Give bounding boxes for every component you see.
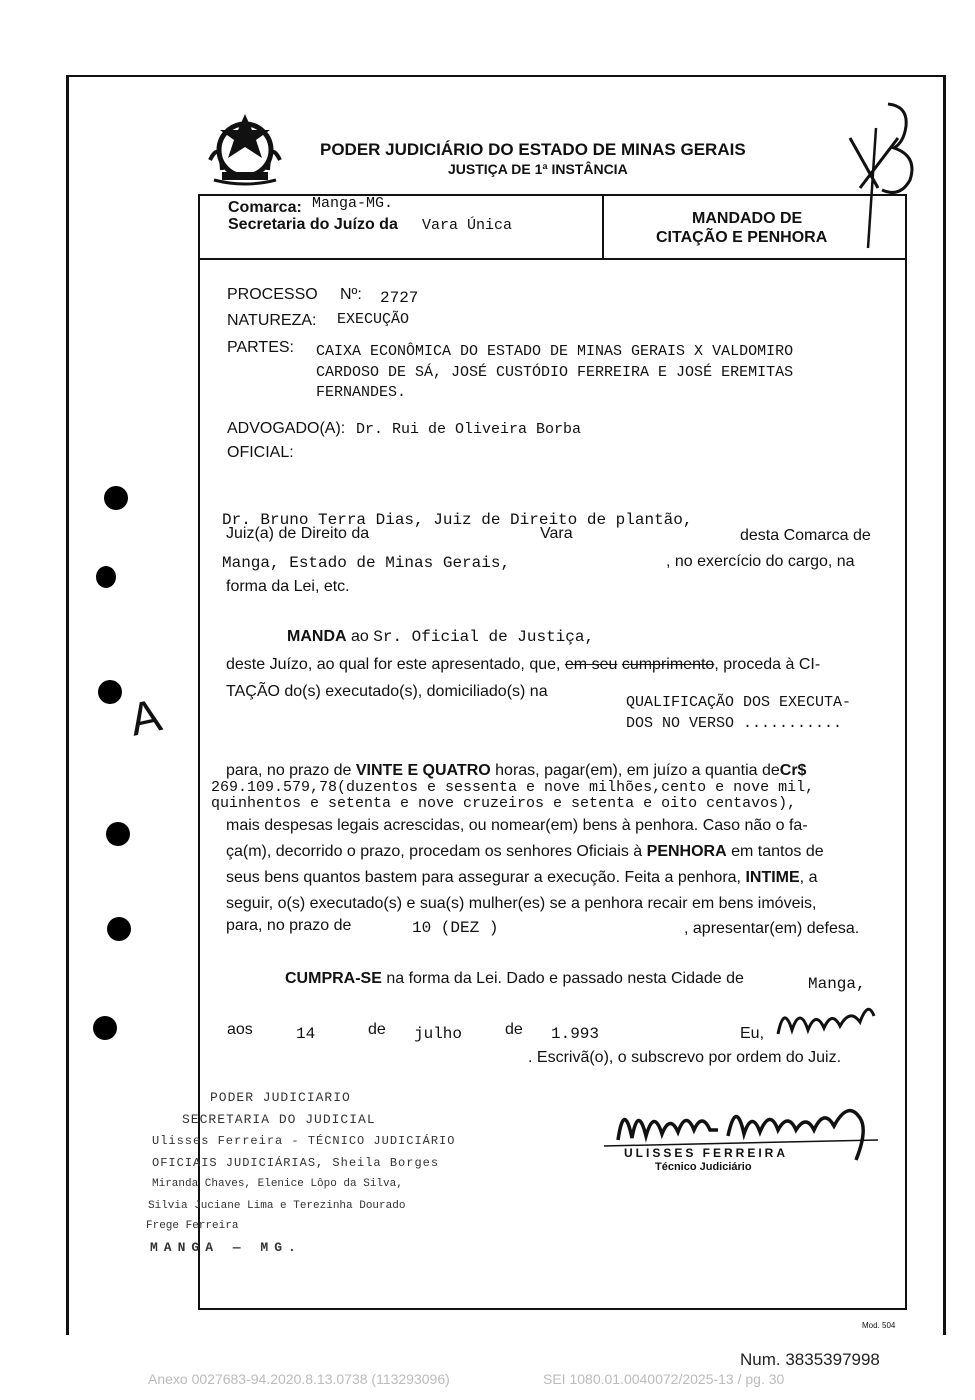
stamp-line6: Silvia Juciane Lima e Terezinha Dourado (148, 1200, 406, 1212)
body-line2 (226, 843, 824, 861)
amount-line1: 269.109.579,78(duzentos e sessenta e nove milhões,cento e nove mil, (211, 779, 815, 796)
body-line2-c: em tantos de (731, 843, 824, 860)
manda-word: MANDA (287, 628, 347, 645)
manda-line (287, 628, 594, 646)
punch-hole (104, 486, 128, 510)
header-box-bottom-rule (198, 258, 905, 260)
comarca-label: Comarca: (228, 199, 302, 216)
punch-hole (96, 566, 116, 588)
stamp-line5: Miranda Chaves, Elenice Lôpo da Silva, (152, 1178, 403, 1190)
cumpra-text: na forma da Lei. Dado e passado nesta Cidade de (386, 970, 744, 987)
body-line5-a: para, no prazo de (226, 917, 352, 934)
body-line3-a: seus bens quantos bastem para assegurar a execução. Feita a penhora, (226, 869, 741, 886)
body-line3-c: , a (799, 869, 818, 886)
intime-word: INTIME (745, 869, 800, 886)
body-line1: mais despesas legais acrescidas, ou nomear(em) bens à penhora. Caso não o fa- (226, 817, 808, 834)
comarca-value: Manga-MG. (312, 195, 394, 212)
footer-anexo: Anexo 0027683-94.2020.8.13.0738 (113293096) (148, 1371, 450, 1387)
page-number-text (838, 98, 839, 99)
manda-line2-strike1: em seu (564, 656, 618, 673)
stamp-line2: SECRETARIA DO JUDICIAL (182, 1112, 376, 1127)
cumpra-line (285, 970, 744, 988)
coat-of-arms-emblem (200, 110, 290, 190)
stamp-line8: MANGA — MG. (150, 1240, 302, 1255)
penhora-word: PENHORA (646, 843, 727, 860)
partes-line3: FERNANDES. (316, 384, 407, 401)
manda-line2 (226, 656, 820, 674)
document-number: Num. 3835397998 (740, 1350, 880, 1369)
date-de2: de (505, 1021, 523, 1038)
exercicio-text: , no exercício do cargo, na (666, 553, 855, 570)
aos-label: aos (227, 1021, 253, 1038)
date-month: julho (414, 1025, 463, 1043)
body-line4: seguir, o(s) executado(s) e sua(s) mulher(es) se a penhora recair em bens imóveis, (226, 895, 817, 912)
manda-oficial: Sr. Oficial de Justiça, (373, 628, 595, 646)
body-line3 (226, 869, 817, 887)
cidade-value: Manga, (808, 975, 866, 993)
page-number-handwriting (838, 98, 938, 258)
manda-line2-a: deste Juízo, ao qual for este apresentado, que, (226, 656, 561, 673)
stamp-line3: Ulisses Ferreira - TÉCNICO JUDICIÁRIO (152, 1134, 456, 1148)
processo-value: 2727 (380, 289, 419, 307)
stamp-line1: PODER JUDICIARIO (210, 1090, 351, 1105)
manda-line2-strike2: cumprimento (621, 656, 715, 673)
stamp-line4: OFICIAIS JUDICIÁRIAS, Sheila Borges (152, 1156, 440, 1170)
prazo-vinte: VINTE E QUATRO (355, 762, 491, 779)
prazo-line (226, 762, 806, 780)
court-title: PODER JUDICIÁRIO DO ESTADO DE MINAS GERAIS (320, 140, 746, 159)
prazo-a: para, no prazo de (226, 762, 352, 779)
court-subtitle: JUSTIÇA DE 1ª INSTÂNCIA (448, 161, 628, 177)
signer-role: Técnico Judiciário (655, 1161, 752, 1173)
qualificacao-line2: DOS NO VERSO ........... (626, 715, 843, 732)
date-day: 14 (296, 1025, 316, 1043)
judge-name-line: Dr. Bruno Terra Dias, Juiz de Direito de plantão, (222, 511, 693, 529)
amount-line2: quinhentos e setenta e nove cruzeiros e setenta e oito centavos), (211, 795, 797, 812)
manda-ao: ao (351, 628, 369, 645)
body-line5-b: , apresentar(em) defesa. (684, 920, 860, 937)
model-number: Mod. 504 (862, 1321, 896, 1330)
oficial-label: OFICIAL: (227, 444, 294, 461)
stamp-line7: Frege Ferreira (146, 1220, 239, 1232)
advogado-value: Dr. Rui de Oliveira Borba (356, 421, 582, 438)
manda-line3: TAÇÃO do(s) executado(s), domiciliado(s) na (226, 683, 548, 700)
punch-hole (106, 822, 130, 846)
escrivao-text: . Escrivã(o), o subscrevo por ordem do Juiz. (528, 1049, 842, 1066)
partes-line1: CAIXA ECONÔMICA DO ESTADO DE MINAS GERAIS X VALDOMIRO (316, 343, 794, 360)
forma-text: forma da Lei, etc. (226, 578, 350, 595)
secretaria-value: Vara Única (422, 217, 513, 234)
partes-line2: CARDOSO DE SÁ, JOSÉ CUSTÓDIO FERREIRA E JOSÉ EREMITAS (316, 364, 794, 381)
currency: Cr$ (779, 762, 807, 779)
body-line2-a: ça(m), decorrido o prazo, procedam os senhores Oficiais à (226, 843, 643, 860)
punch-hole (93, 1016, 117, 1040)
processo-no-label: Nº: (340, 286, 362, 303)
header-box-divider (602, 194, 604, 258)
margin-handwritten-letter: A (124, 688, 166, 746)
punch-hole (98, 680, 122, 704)
cumpra-word: CUMPRA-SE (285, 970, 382, 987)
clerk-initials-signature (770, 996, 880, 1046)
qualificacao-line1: QUALIFICAÇÃO DOS EXECUTA- (626, 694, 852, 711)
advogado-label: ADVOGADO(A): (227, 420, 346, 437)
doc-type-line1: MANDADO DE (692, 210, 803, 227)
secretaria-label: Secretaria do Juízo da (228, 216, 398, 233)
punch-hole (107, 917, 131, 941)
date-year: 1.993 (551, 1025, 600, 1043)
doc-type-line2: CITAÇÃO E PENHORA (656, 229, 828, 246)
partes-label: PARTES: (227, 339, 294, 356)
natureza-label: NATUREZA: (227, 312, 317, 329)
prazo-defesa: 10 (DEZ ) (412, 919, 499, 937)
footer-sei: SEI 1080.01.0040072/2025-13 / pg. 30 (543, 1371, 785, 1387)
comarca-text: desta Comarca de (740, 527, 871, 544)
manda-line2-b: , proceda à CI- (714, 656, 821, 673)
natureza-value: EXECUÇÃO (337, 311, 410, 328)
processo-label: PROCESSO (227, 286, 318, 303)
juiz-label: Juiz(a) de Direito da (226, 525, 370, 542)
eu-label: Eu, (740, 1025, 765, 1042)
vara-label: Vara (540, 525, 573, 542)
signer-name: ULISSES FERREIRA (624, 1146, 789, 1160)
prazo-b: horas, pagar(em), em juízo a quantia de (495, 762, 780, 779)
date-de1: de (368, 1021, 386, 1038)
judge-comarca-value: Manga, Estado de Minas Gerais, (222, 554, 511, 572)
